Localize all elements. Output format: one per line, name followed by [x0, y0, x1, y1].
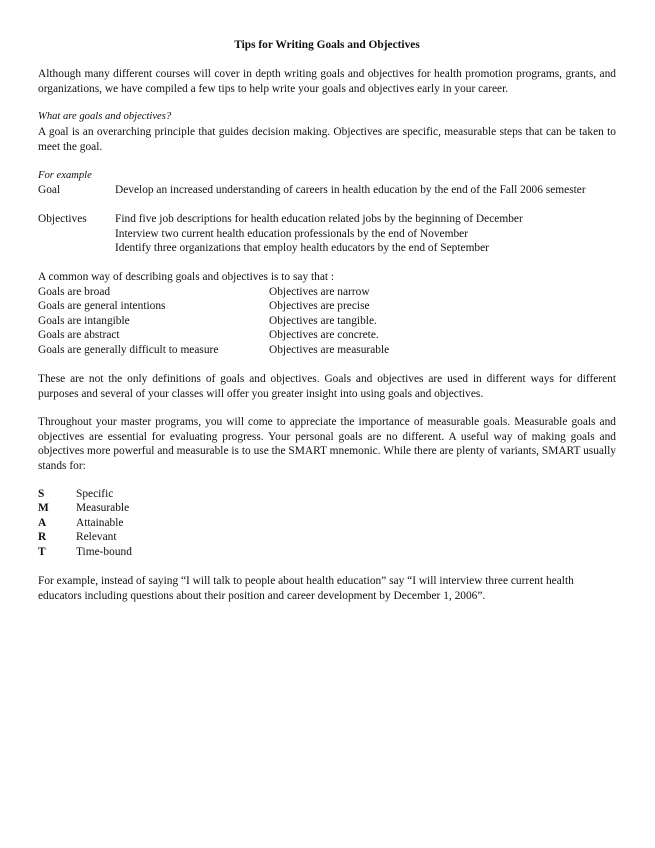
- objective-item: Interview two current health education professionals by the end of November: [115, 228, 468, 240]
- intro-paragraph: Although many different courses will cover in depth writing goals and objectives for health promotion programs, grants, and organizations, we have compiled a few tips to help write your goals and objectives early in your career.: [38, 68, 616, 95]
- smart-item: [38, 545, 616, 560]
- goal-description: Goals are intangible: [38, 315, 130, 327]
- goal-description: Goals are broad: [38, 286, 111, 298]
- objectives-row: [38, 212, 616, 227]
- objective-description: Objectives are tangible.: [269, 315, 377, 327]
- definition-paragraph: A goal is an overarching principle that guides decision making. Objectives are specific, measurable steps that can be taken to meet the goal.: [38, 126, 616, 153]
- smart-item: [38, 487, 616, 502]
- smart-letter: R: [38, 531, 47, 543]
- objectives-row: [38, 241, 616, 256]
- smart-letter: T: [38, 546, 46, 558]
- objectives-row: [38, 227, 616, 242]
- smart-word: Relevant: [76, 531, 117, 543]
- smart-item: [38, 516, 616, 531]
- objective-description: Objectives are concrete.: [269, 329, 379, 341]
- objective-description: Objectives are precise: [269, 300, 370, 312]
- goal-description: Goals are general intentions: [38, 300, 166, 312]
- definitions-paragraph: These are not the only definitions of goals and objectives. Goals and objectives are used in different ways for different purposes and several of your classes will offer you greater insight into using goals and objectives.: [38, 373, 616, 400]
- smart-word: Attainable: [76, 517, 124, 529]
- comparison-row: [38, 314, 616, 329]
- definition-heading: What are goals and objectives?: [38, 111, 172, 122]
- objective-item: Identify three organizations that employ health educators by the end of September: [115, 242, 489, 254]
- goal-description: Goals are abstract: [38, 329, 120, 341]
- smart-word: Specific: [76, 488, 114, 500]
- goal-text: Develop an increased understanding of careers in health education by the end of the Fall 2006 semester: [115, 184, 586, 196]
- document-title: Tips for Writing Goals and Objectives: [234, 39, 420, 51]
- comparison-lead: A common way of describing goals and objectives is to say that :: [38, 271, 335, 283]
- comparison-row: [38, 285, 616, 300]
- objective-description: Objectives are measurable: [269, 344, 390, 356]
- comparison-row: [38, 328, 616, 343]
- objective-description: Objectives are narrow: [269, 286, 370, 298]
- goal-label: Goal: [38, 184, 61, 196]
- smart-intro-paragraph: Throughout your master programs, you will come to appreciate the importance of measurable goals. Measurable goals and objectives are essential for evaluating progress. Your personal goals are no different. A useful way of making goals and objectives more powerful and measurable is to use the SMART mnemonic. While there are plenty of variants, SMART usually stands for:: [38, 416, 616, 472]
- smart-item: [38, 501, 616, 516]
- objectives-label: Objectives: [38, 213, 87, 225]
- comparison-row: [38, 299, 616, 314]
- smart-letter: A: [38, 517, 47, 529]
- smart-item: [38, 530, 616, 545]
- goal-description: Goals are generally difficult to measure: [38, 344, 219, 356]
- comparison-row: [38, 343, 616, 358]
- smart-letter: S: [38, 488, 45, 500]
- smart-word: Time-bound: [76, 546, 132, 558]
- smart-word: Measurable: [76, 502, 130, 514]
- example-heading: For example: [38, 170, 92, 181]
- goal-row: [38, 183, 616, 213]
- objective-item: Find five job descriptions for health education related jobs by the beginning of December: [115, 213, 523, 225]
- closing-paragraph: For example, instead of saying “I will talk to people about health education” say “I will interview three current health educators including questions about their position and career development by December 1, 2006”.: [38, 575, 574, 602]
- smart-letter: M: [38, 502, 49, 514]
